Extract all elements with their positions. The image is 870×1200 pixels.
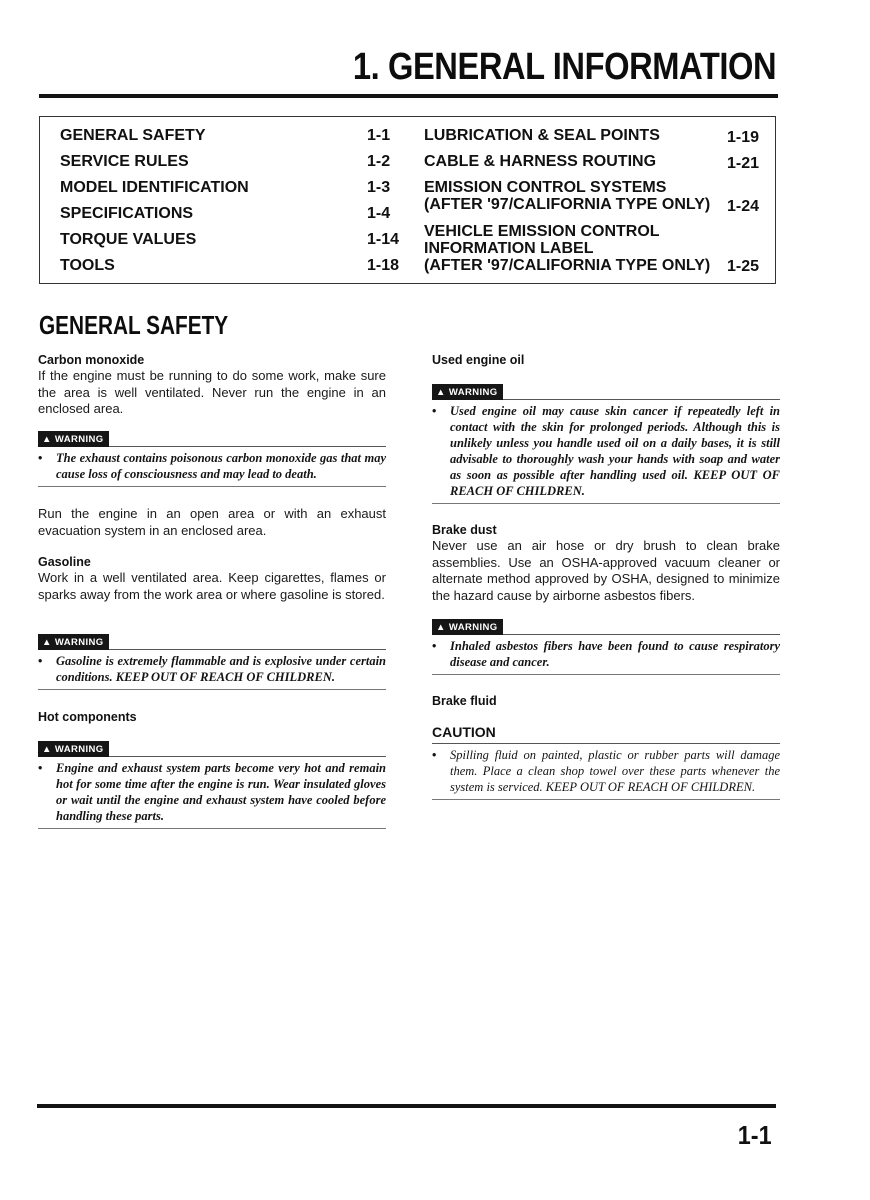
toc-page: 1-21	[727, 155, 760, 172]
toc-item-model-identification[interactable]: MODEL IDENTIFICATION	[60, 179, 249, 196]
toc-page: 1-25	[727, 258, 760, 275]
toc-item-emission-control[interactable]: EMISSION CONTROL SYSTEMS (AFTER '97/CALIFORNIA TYPE ONLY)	[424, 179, 711, 213]
toc-page: 1-24	[727, 198, 760, 215]
toc-page: 1-2	[367, 153, 391, 170]
hot-components-block	[38, 709, 386, 725]
divider	[38, 689, 386, 690]
gasoline-block	[38, 554, 386, 603]
bottom-rule	[37, 1104, 776, 1108]
carbon-monoxide-body: If the engine must be running to do some work, make sure the area is well ventilated. Never run the engine in an enclosed area.	[38, 368, 386, 416]
warning-triangle-icon: ▲	[436, 622, 446, 633]
bullet-icon: •	[432, 404, 437, 418]
warning-triangle-icon: ▲	[42, 744, 52, 755]
warning-triangle-icon: ▲	[42, 434, 52, 445]
bullet-icon: •	[38, 451, 43, 465]
caution-heading: CAUTION	[432, 724, 496, 740]
toc-item-general-safety[interactable]: GENERAL SAFETY	[60, 127, 206, 144]
page-number: 1-1	[738, 1120, 772, 1150]
warning-triangle-icon: ▲	[42, 637, 52, 648]
warning-text: The exhaust contains poisonous carbon monoxide gas that may cause loss of consciousness and may lead to death.	[56, 451, 386, 481]
bullet-icon: •	[38, 654, 43, 668]
gasoline-heading: Gasoline	[38, 555, 91, 569]
toc-page: 1-4	[367, 205, 391, 222]
toc-item-cable-harness[interactable]: CABLE & HARNESS ROUTING	[424, 153, 657, 170]
carbon-monoxide-warning	[38, 429, 386, 487]
toc-item-lubrication[interactable]: LUBRICATION & SEAL POINTS	[424, 127, 660, 144]
carbon-monoxide-heading: Carbon monoxide	[38, 353, 145, 367]
toc-item-torque-values[interactable]: TORQUE VALUES	[60, 231, 197, 248]
warning-text: Gasoline is extremely flammable and is explosive under certain conditions. KEEP OUT OF REACH OF CHILDREN.	[56, 654, 386, 684]
warning-text: Inhaled asbestos fibers have been found to cause respiratory disease and cancer.	[450, 639, 780, 669]
toc-page: 1-19	[727, 129, 760, 146]
divider	[38, 828, 386, 829]
used-engine-oil-warning	[432, 382, 780, 504]
toc-box	[39, 116, 776, 284]
brake-dust-body: Never use an air hose or dry brush to clean brake assemblies. Use an OSHA-approved vacuum cleaner or alternate method approved by OSHA, designed to minimize the hazard cause by airborne asbestos fibers.	[432, 538, 780, 603]
divider	[432, 503, 780, 504]
used-engine-oil-heading: Used engine oil	[432, 353, 525, 367]
divider	[432, 674, 780, 675]
toc-page: 1-14	[367, 231, 400, 248]
warning-badge: ▲ WARNING	[38, 741, 109, 757]
toc-page: 1-3	[367, 179, 391, 196]
divider	[432, 799, 780, 800]
warning-text: Used engine oil may cause skin cancer if repeatedly left in contact with the skin for prolonged periods. Although this is unlikely unless you handle used oil on a daily bases, it is still advisable to thoroughly wash your hands with soap and water as soon as possible after handling used oil. KEEP OUT OF REACH OF CHILDREN.	[450, 404, 780, 498]
chapter-title: 1. GENERAL INFORMATION	[352, 46, 776, 88]
warning-badge: ▲ WARNING	[432, 384, 503, 400]
warning-text: Engine and exhaust system parts become very hot and remain hot for some time after the engine is run. Wear insulated gloves or wait until the engine and exhaust system have cooled before handling these parts.	[56, 761, 386, 823]
caution-text: Spilling fluid on painted, plastic or rubber parts will damage them. Place a clean shop towel over these parts whenever the system is serviced. KEEP OUT OF REACH OF CHILDREN.	[450, 748, 780, 794]
toc-page: 1-1	[367, 127, 391, 144]
bullet-icon: •	[432, 748, 437, 762]
bullet-icon: •	[432, 639, 437, 653]
hot-components-heading: Hot components	[38, 710, 137, 724]
brake-fluid-heading: Brake fluid	[432, 694, 497, 708]
hot-components-warning	[38, 739, 386, 829]
warning-badge: ▲ WARNING	[432, 619, 503, 635]
divider	[38, 486, 386, 487]
top-rule	[39, 94, 778, 98]
toc-page: 1-18	[367, 257, 400, 274]
brake-dust-heading: Brake dust	[432, 523, 497, 537]
warning-triangle-icon: ▲	[436, 387, 446, 398]
carbon-monoxide-after: Run the engine in an open area or with an exhaust evacuation system in an enclosed area.	[38, 506, 386, 538]
toc-item-tools[interactable]: TOOLS	[60, 257, 115, 274]
brake-dust-warning	[432, 617, 780, 675]
gasoline-body: Work in a well ventilated area. Keep cigarettes, flames or sparks away from the work area or where gasoline is stored.	[38, 570, 386, 602]
warning-badge: ▲ WARNING	[38, 431, 109, 447]
toc-item-service-rules[interactable]: SERVICE RULES	[60, 153, 189, 170]
brake-fluid-caution	[432, 723, 780, 800]
section-title: GENERAL SAFETY	[39, 310, 229, 340]
gasoline-warning	[38, 632, 386, 690]
toc-item-vehicle-emission-label[interactable]: VEHICLE EMISSION CONTROL INFORMATION LABEL (AFTER '97/CALIFORNIA TYPE ONLY)	[424, 223, 711, 274]
brake-fluid-block	[432, 693, 780, 709]
carbon-monoxide-block	[38, 352, 386, 418]
toc-item-specifications[interactable]: SPECIFICATIONS	[60, 205, 194, 222]
bullet-icon: •	[38, 761, 43, 775]
warning-badge: ▲ WARNING	[38, 634, 109, 650]
used-engine-oil-block	[432, 352, 780, 368]
brake-dust-block	[432, 522, 780, 604]
